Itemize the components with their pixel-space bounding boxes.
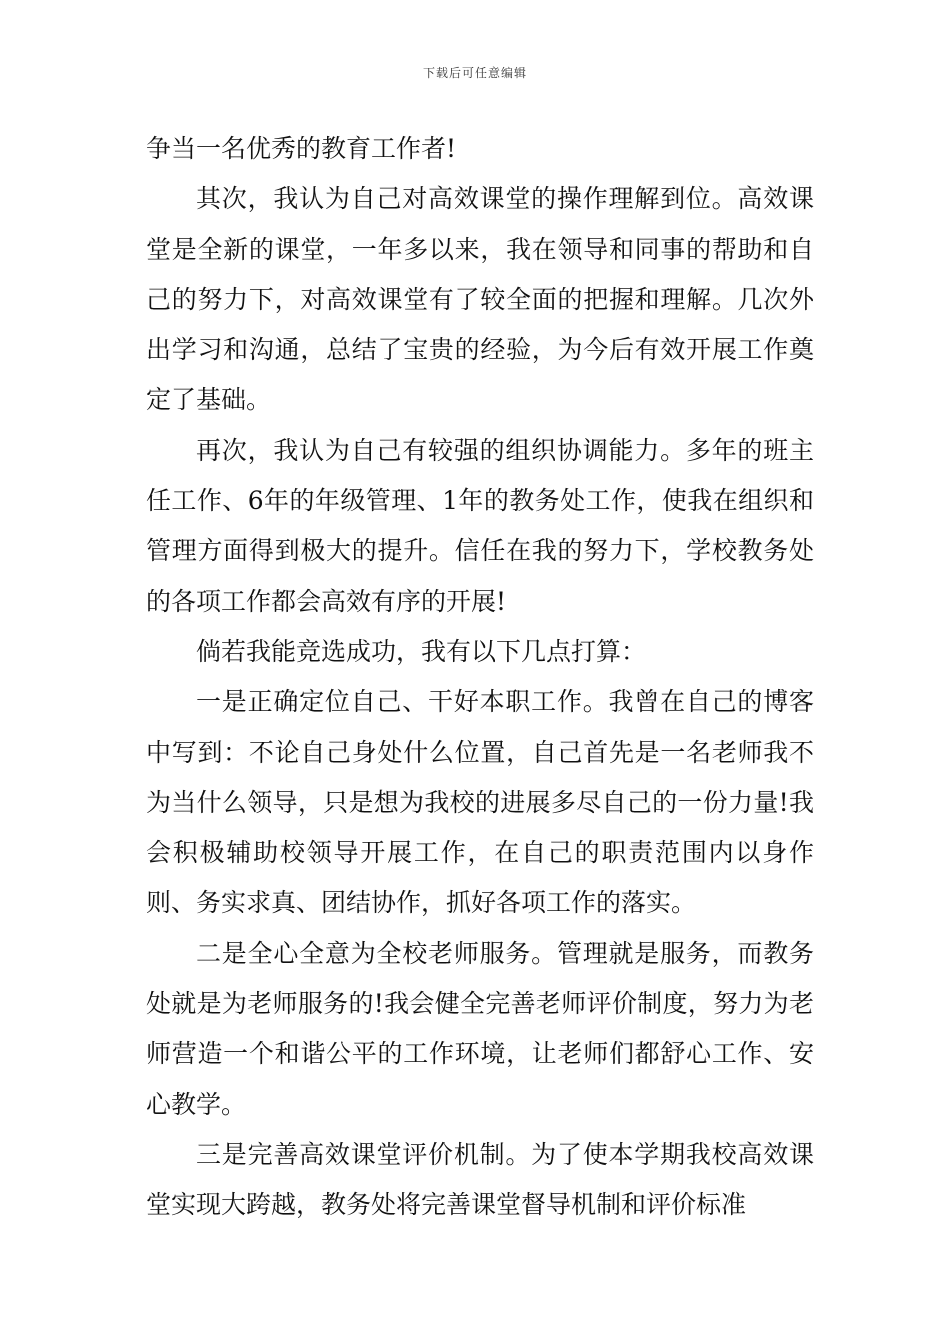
paragraph-plans-intro: 倘若我能竞选成功，我有以下几点打算： — [196, 636, 647, 666]
paragraph-third-point: 再次，我认为自己有较强的组织协调能力。多年的班主任工作、6年的年级管理、1年的教务处工作，使我在组织和管理方面得到极大的提升。信任在我的努力下，学校教务处的各项工作都会高效有序的开展! — [146, 435, 814, 616]
paragraph-plan-two: 二是全心全意为全校老师服务。管理就是服务，而教务处就是为老师服务的!我会健全完善老师评价制度，努力为老师营造一个和谐公平的工作环境，让老师们都舒心工作、安心教学。 — [146, 938, 814, 1119]
paragraph-continuation: 争当一名优秀的教育工作者! — [146, 134, 457, 163]
paragraph-second-point: 其次，我认为自己对高效课堂的操作理解到位。高效课堂是全新的课堂，一年多以来，我在领导和同事的帮助和自己的努力下，对高效课堂有了较全面的把握和理解。几次外出学习和沟通，总结了宝贵的经验，为今后有效开展工作奠定了基础。 — [146, 184, 814, 415]
paragraph-plan-three: 三是完善高效课堂评价机制。为了使本学期我校高效课堂实现大跨越，教务处将完善课堂督导机制和评价标准 — [146, 1139, 814, 1220]
document-body — [146, 124, 814, 1231]
page-header-note: 下载后可任意编辑 — [422, 66, 527, 80]
paragraph-plan-one: 一是正确定位自己、干好本职工作。我曾在自己的博客中写到：不论自己身处什么位置，自己首先是一名老师我不为当什么领导，只是想为我校的进展多尽自己的一份力量!我会积极辅助校领导开展工作，在自己的职责范围内以身作则、务实求真、团结协作，抓好各项工作的落实。 — [146, 687, 814, 918]
